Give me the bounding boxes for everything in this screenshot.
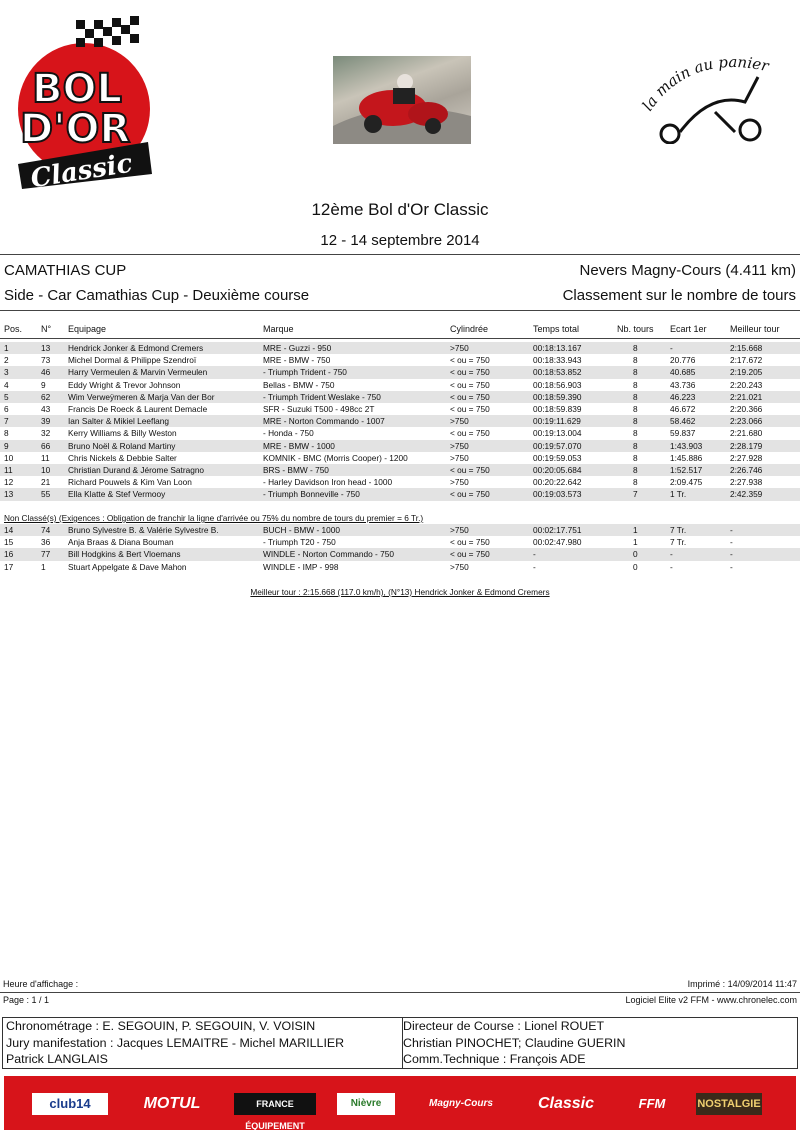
cell-pos: 10 bbox=[4, 452, 14, 463]
cell-best: 2:21.021 bbox=[730, 391, 763, 402]
printed-date: Imprimé : 14/09/2014 11:47 bbox=[687, 979, 797, 989]
cell-cyl: < ou = 750 bbox=[450, 367, 490, 378]
cell-num: 10 bbox=[41, 465, 51, 475]
cup-name: CAMATHIAS CUP bbox=[4, 262, 127, 279]
cell-best: - bbox=[730, 537, 733, 548]
cell-time: 00:18:33.943 bbox=[533, 355, 582, 366]
col-make: Marque bbox=[263, 324, 294, 334]
cell-make: - Triumph T20 - 750 bbox=[263, 537, 336, 548]
col-gap: Ecart 1er bbox=[670, 324, 707, 334]
cell-make: WINDLE - Norton Commando - 750 bbox=[263, 549, 394, 560]
cell-num: 43 bbox=[41, 404, 51, 414]
cell-team: Christian Durand & Jérome Satragno bbox=[68, 465, 205, 475]
cell-team: Chris Nickels & Debbie Salter bbox=[68, 452, 177, 463]
cell-best: 2:27.928 bbox=[730, 452, 763, 463]
cell-make: MRE - BMW - 1000 bbox=[263, 440, 335, 451]
display-time: Heure d'affichage : bbox=[3, 979, 79, 989]
table-row bbox=[0, 536, 800, 548]
col-team: Equipage bbox=[68, 324, 107, 334]
cell-pos: 15 bbox=[4, 537, 14, 548]
table-row bbox=[0, 415, 800, 427]
table-row bbox=[0, 452, 800, 464]
sponsor-logo: MOTUL bbox=[143, 1095, 201, 1112]
cell-best: 2:17.672 bbox=[730, 355, 763, 366]
cell-pos: 1 bbox=[4, 343, 9, 353]
sponsor-logo: NOSTALGIE bbox=[696, 1093, 762, 1115]
officials-right bbox=[400, 1018, 798, 1068]
svg-text:BOL: BOL bbox=[32, 66, 122, 112]
cell-pos: 14 bbox=[4, 525, 14, 535]
technical-commissioner: Comm.Technique : François ADE bbox=[403, 1052, 586, 1066]
cell-num: 39 bbox=[41, 416, 51, 427]
table-row bbox=[0, 440, 800, 452]
table-row bbox=[0, 403, 800, 415]
sponsor-logo: Nièvre bbox=[337, 1093, 395, 1115]
col-time: Temps total bbox=[533, 324, 580, 334]
cell-gap: - bbox=[670, 549, 673, 560]
cell-best: - bbox=[730, 549, 733, 560]
timing-officials: Chronométrage : E. SEGOUIN, P. SEGOUIN, V. VOISIN bbox=[6, 1019, 316, 1033]
cell-num: 55 bbox=[41, 489, 51, 500]
cell-num: 36 bbox=[41, 537, 51, 548]
cell-num: 73 bbox=[41, 355, 51, 366]
cell-team: Ella Klatte & Stef Vermooy bbox=[68, 489, 166, 500]
cell-time: 00:19:57.070 bbox=[533, 440, 582, 451]
col-pos: Pos. bbox=[4, 324, 23, 334]
table-row bbox=[0, 488, 800, 500]
cell-best: 2:15.668 bbox=[730, 343, 763, 353]
cell-tours: 8 bbox=[633, 355, 638, 366]
cell-num: 13 bbox=[41, 343, 51, 353]
cell-make: - Harley Davidson Iron head - 1000 bbox=[263, 477, 393, 488]
cell-cyl: < ou = 750 bbox=[450, 391, 490, 402]
cell-tours: 8 bbox=[633, 391, 638, 402]
cell-gap: - bbox=[670, 561, 673, 572]
race-director: Directeur de Course : Lionel ROUET bbox=[403, 1019, 605, 1033]
cell-team: Richard Pouwels & Kim Van Loon bbox=[68, 477, 192, 488]
svg-text:la main au panier: la main au panier bbox=[640, 52, 771, 115]
cell-cyl: < ou = 750 bbox=[450, 549, 490, 560]
svg-text:D'OR: D'OR bbox=[20, 106, 131, 152]
cell-time: 00:19:59.053 bbox=[533, 452, 582, 463]
cell-time: 00:19:03.573 bbox=[533, 489, 582, 500]
cell-make: Bellas - BMW - 750 bbox=[263, 379, 335, 390]
cell-make: KOMNIK - BMC (Morris Cooper) - 1200 bbox=[263, 452, 408, 463]
cell-gap: 7 Tr. bbox=[670, 537, 687, 548]
cell-gap: 40.685 bbox=[670, 367, 696, 378]
col-best: Meilleur tour bbox=[730, 324, 780, 334]
cell-cyl: < ou = 750 bbox=[450, 489, 490, 500]
jury-officials-cont: Patrick LANGLAIS bbox=[6, 1052, 108, 1066]
cell-team: Bill Hodgkins & Bert Vloemans bbox=[68, 549, 181, 560]
cell-tours: 8 bbox=[633, 404, 638, 414]
table-row bbox=[0, 548, 800, 560]
cell-tours: 8 bbox=[633, 343, 638, 353]
assistants: Christian PINOCHET; Claudine GUERIN bbox=[403, 1035, 626, 1050]
cell-time: 00:20:05.684 bbox=[533, 465, 582, 475]
cell-gap: 2:09.475 bbox=[670, 477, 703, 488]
cell-cyl: >750 bbox=[450, 525, 469, 535]
cell-time: 00:18:59.839 bbox=[533, 404, 582, 414]
cell-pos: 9 bbox=[4, 440, 9, 451]
software-credit: Logiciel Elite v2 FFM - www.chronelec.com bbox=[625, 995, 797, 1005]
cell-team: Bruno Sylvestre B. & Valérie Sylvestre B. bbox=[68, 525, 219, 535]
cell-make: BUCH - BMW - 1000 bbox=[263, 525, 340, 535]
cell-team: Eddy Wright & Trevor Johnson bbox=[68, 379, 181, 390]
officials-left bbox=[3, 1018, 403, 1068]
cell-make: BRS - BMW - 750 bbox=[263, 465, 329, 475]
cell-cyl: >750 bbox=[450, 477, 469, 488]
cell-best: 2:42.359 bbox=[730, 489, 763, 500]
cell-best: - bbox=[730, 525, 733, 535]
cell-cyl: < ou = 750 bbox=[450, 355, 490, 366]
cell-time: - bbox=[533, 549, 536, 560]
cell-make: - Honda - 750 bbox=[263, 428, 314, 439]
jury-officials: Jury manifestation : Jacques LEMAITRE - Michel MARILLIER bbox=[6, 1035, 345, 1050]
cell-tours: 1 bbox=[633, 525, 638, 535]
non-classified-header: Non Classé(s) (Exigences : Obligation de franchir la ligne d'arrivée ou 75% du nombre de tours du premier = 6 Tr.) bbox=[4, 513, 424, 523]
cell-team: Michel Dormal & Philippe Szendroï bbox=[68, 355, 197, 366]
cell-tours: 8 bbox=[633, 416, 638, 427]
cell-gap: 46.672 bbox=[670, 404, 696, 414]
bol-dor-classic-logo bbox=[14, 14, 154, 189]
sponsor-banner bbox=[4, 1076, 796, 1130]
cell-best: 2:26.746 bbox=[730, 465, 763, 475]
cell-make: MRE - BMW - 750 bbox=[263, 355, 331, 366]
cell-team: Kerry Williams & Billy Weston bbox=[68, 428, 177, 439]
table-row bbox=[0, 476, 800, 488]
cell-best: 2:27.938 bbox=[730, 477, 763, 488]
cell-best: 2:19.205 bbox=[730, 367, 763, 378]
cell-cyl: >750 bbox=[450, 416, 469, 427]
cell-gap: 7 Tr. bbox=[670, 525, 687, 535]
svg-text:Classic: Classic bbox=[28, 148, 135, 189]
cell-cyl: < ou = 750 bbox=[450, 465, 490, 475]
cell-gap: - bbox=[670, 343, 673, 353]
cell-best: 2:20.366 bbox=[730, 404, 763, 414]
cell-gap: 20.776 bbox=[670, 355, 696, 366]
table-row bbox=[0, 427, 800, 439]
cell-gap: 46.223 bbox=[670, 391, 696, 402]
table-row bbox=[0, 366, 800, 378]
cell-tours: 0 bbox=[633, 549, 638, 560]
table-row bbox=[0, 342, 800, 354]
cell-num: 9 bbox=[41, 379, 46, 390]
cell-time: 00:20:22.642 bbox=[533, 477, 582, 488]
race-name: Side - Car Camathias Cup - Deuxième course bbox=[4, 287, 310, 304]
sponsor-logo: FRANCE ÉQUIPEMENT bbox=[234, 1093, 316, 1115]
cell-gap: 58.462 bbox=[670, 416, 696, 427]
cell-cyl: < ou = 750 bbox=[450, 404, 490, 414]
table-header bbox=[0, 323, 800, 335]
cell-tours: 1 bbox=[633, 537, 638, 548]
cell-pos: 12 bbox=[4, 477, 14, 488]
divider bbox=[0, 310, 800, 311]
col-tours: Nb. tours bbox=[617, 324, 654, 334]
divider bbox=[0, 254, 800, 255]
cell-best: 2:20.243 bbox=[730, 379, 763, 390]
table-row bbox=[0, 561, 800, 573]
table-row bbox=[0, 464, 800, 476]
cell-tours: 8 bbox=[633, 465, 638, 475]
page-title: 12ème Bol d'Or Classic bbox=[311, 200, 489, 219]
divider bbox=[0, 338, 800, 339]
sponsor-logo: Magny-Cours bbox=[429, 1098, 493, 1109]
cell-pos: 6 bbox=[4, 404, 9, 414]
cell-cyl: < ou = 750 bbox=[450, 379, 490, 390]
cell-tours: 7 bbox=[633, 489, 638, 500]
sidecar-photo bbox=[333, 56, 471, 144]
cell-team: Harry Vermeulen & Marvin Vermeulen bbox=[68, 367, 208, 378]
cell-time: 00:18:56.903 bbox=[533, 379, 582, 390]
cell-time: - bbox=[533, 561, 536, 572]
cell-cyl: >750 bbox=[450, 561, 469, 572]
cell-make: - Triumph Trident Weslake - 750 bbox=[263, 391, 381, 402]
cell-tours: 8 bbox=[633, 440, 638, 451]
cell-num: 74 bbox=[41, 525, 51, 535]
table-row bbox=[0, 354, 800, 366]
cell-team: Stuart Appelgate & Dave Mahon bbox=[68, 561, 187, 572]
cell-team: Anja Braas & Diana Bouman bbox=[68, 537, 174, 548]
table-row bbox=[0, 524, 800, 536]
cell-tours: 8 bbox=[633, 379, 638, 390]
cell-num: 66 bbox=[41, 440, 51, 451]
cell-pos: 7 bbox=[4, 416, 9, 427]
cell-pos: 3 bbox=[4, 367, 9, 378]
officials-box bbox=[2, 1017, 798, 1069]
cell-cyl: >750 bbox=[450, 343, 469, 353]
cell-make: WINDLE - IMP - 998 bbox=[263, 561, 339, 572]
cell-cyl: >750 bbox=[450, 440, 469, 451]
cell-num: 62 bbox=[41, 391, 51, 402]
cell-team: Hendrick Jonker & Edmond Cremers bbox=[68, 343, 204, 353]
cell-gap: 1 Tr. bbox=[670, 489, 687, 500]
sponsor-logo: Classic bbox=[537, 1095, 595, 1112]
cell-team: Wim Verweÿmeren & Marja Van der Bor bbox=[68, 391, 215, 402]
cell-make: MRE - Norton Commando - 1007 bbox=[263, 416, 385, 427]
cell-num: 32 bbox=[41, 428, 51, 439]
cell-pos: 2 bbox=[4, 355, 9, 366]
cell-make: - Triumph Bonneville - 750 bbox=[263, 489, 360, 500]
cell-make: SFR - Suzuki T500 - 498cc 2T bbox=[263, 404, 375, 414]
la-main-au-panier-logo bbox=[640, 52, 775, 144]
cell-tours: 8 bbox=[633, 367, 638, 378]
cell-best: 2:28.179 bbox=[730, 440, 763, 451]
cell-pos: 13 bbox=[4, 489, 14, 500]
cell-best: 2:21.680 bbox=[730, 428, 763, 439]
cell-gap: 1:52.517 bbox=[670, 465, 703, 475]
cell-pos: 4 bbox=[4, 379, 9, 390]
cell-team: Bruno Noël & Roland Martiny bbox=[68, 440, 176, 451]
cell-tours: 0 bbox=[633, 561, 638, 572]
col-num: N° bbox=[41, 324, 52, 334]
cell-num: 46 bbox=[41, 367, 51, 378]
cell-best: 2:23.066 bbox=[730, 416, 763, 427]
cell-cyl: < ou = 750 bbox=[450, 428, 490, 439]
cell-tours: 8 bbox=[633, 428, 638, 439]
cell-gap: 59.837 bbox=[670, 428, 696, 439]
venue: Nevers Magny-Cours (4.411 km) bbox=[579, 262, 796, 279]
event-date: 12 - 14 septembre 2014 bbox=[320, 232, 480, 249]
cell-time: 00:02:47.980 bbox=[533, 537, 582, 548]
col-cyl: Cylindrée bbox=[450, 324, 489, 334]
cell-make: MRE - Guzzi - 950 bbox=[263, 343, 332, 353]
cell-time: 00:02:17.751 bbox=[533, 525, 582, 535]
cell-gap: 43.736 bbox=[670, 379, 696, 390]
classification-type: Classement sur le nombre de tours bbox=[562, 287, 796, 304]
cell-cyl: < ou = 750 bbox=[450, 537, 490, 548]
cell-tours: 8 bbox=[633, 477, 638, 488]
cell-time: 00:19:13.004 bbox=[533, 428, 582, 439]
cell-time: 00:18:13.167 bbox=[533, 343, 582, 353]
cell-pos: 17 bbox=[4, 561, 14, 572]
cell-num: 1 bbox=[41, 561, 46, 572]
table-row bbox=[0, 391, 800, 403]
cell-make: - Triumph Trident - 750 bbox=[263, 367, 347, 378]
cell-pos: 5 bbox=[4, 391, 9, 402]
cell-pos: 11 bbox=[4, 465, 13, 475]
table-row bbox=[0, 379, 800, 391]
cell-pos: 16 bbox=[4, 549, 14, 560]
cell-gap: 1:43.903 bbox=[670, 440, 703, 451]
cell-num: 21 bbox=[41, 477, 51, 488]
cell-time: 00:19:11.629 bbox=[533, 416, 581, 427]
cell-team: Ian Salter & Mikiel Leeflang bbox=[68, 416, 170, 427]
cell-gap: 1:45.886 bbox=[670, 452, 703, 463]
page-number: Page : 1 / 1 bbox=[3, 995, 50, 1005]
cell-time: 00:18:53.852 bbox=[533, 367, 582, 378]
cell-best: - bbox=[730, 561, 733, 572]
cell-time: 00:18:59.390 bbox=[533, 391, 582, 402]
cell-tours: 8 bbox=[633, 452, 638, 463]
cell-team: Francis De Roeck & Laurent Demacle bbox=[68, 404, 208, 414]
best-lap: Meilleur tour : 2:15.668 (117.0 km/h), (N°13) Hendrick Jonker & Edmond Cremers bbox=[250, 587, 550, 597]
sponsor-logo: FFM bbox=[638, 1096, 666, 1111]
cell-num: 77 bbox=[41, 549, 51, 560]
sponsor-logo: club14 bbox=[32, 1093, 108, 1115]
divider bbox=[0, 992, 800, 993]
cell-cyl: >750 bbox=[450, 452, 469, 463]
cell-pos: 8 bbox=[4, 428, 9, 439]
cell-num: 11 bbox=[41, 452, 50, 463]
